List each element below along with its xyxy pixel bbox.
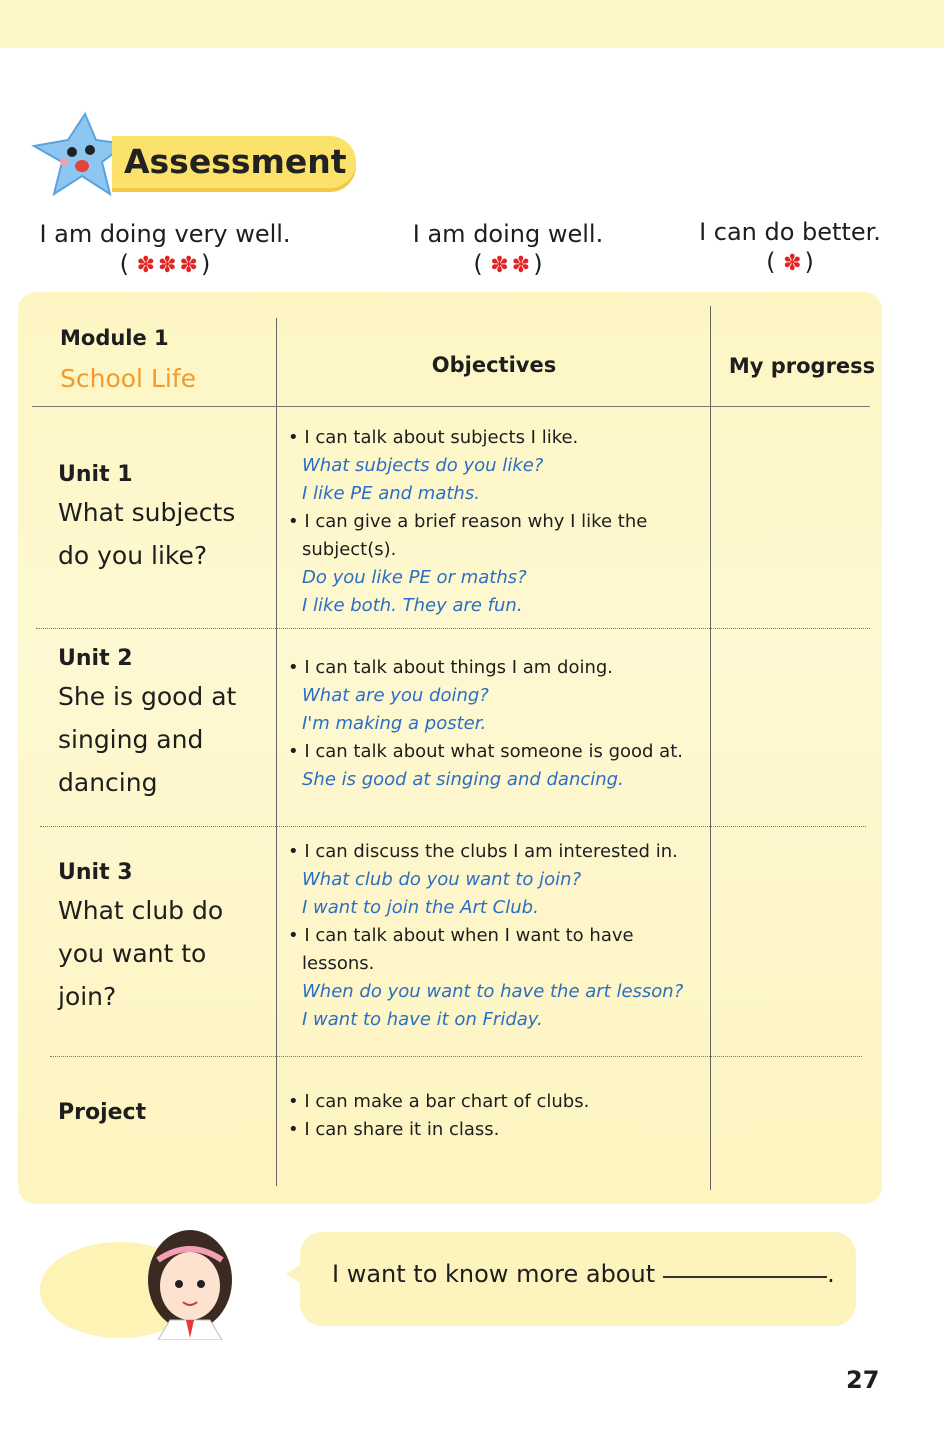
example-sentence: I like PE and maths. bbox=[302, 483, 480, 504]
speech-bubble-tail bbox=[286, 1262, 304, 1286]
project-label: Project bbox=[58, 1100, 147, 1125]
unit-number: Unit 2 bbox=[58, 646, 133, 671]
objective-item-cont: subject(s). bbox=[302, 539, 397, 560]
rating-well bbox=[400, 220, 616, 278]
unit-number: Unit 1 bbox=[58, 462, 133, 487]
objective-item: • I can talk about what someone is good at. bbox=[288, 738, 708, 766]
girl-avatar bbox=[40, 1220, 240, 1340]
rating-label: I am doing well. bbox=[412, 220, 604, 248]
unit-cell bbox=[58, 860, 223, 1018]
row-divider bbox=[32, 406, 870, 407]
progress-header: My progress bbox=[728, 354, 876, 378]
rating-label: I am doing very well. bbox=[39, 220, 291, 248]
unit-title-line: What subjects bbox=[58, 498, 236, 527]
unit-title bbox=[58, 675, 236, 804]
rating-stars: ( ✽✽✽) bbox=[119, 250, 211, 278]
rating-stars: ( ✽✽) bbox=[473, 250, 543, 278]
objective-item: • I can talk about things I am doing. bbox=[288, 654, 708, 682]
unit-cell bbox=[58, 462, 235, 577]
unit-title-line: join? bbox=[58, 982, 117, 1011]
flower-icon: ✽✽✽ bbox=[136, 253, 201, 278]
unit-title-line: singing and bbox=[58, 725, 204, 754]
objective-item-cont: lessons. bbox=[302, 953, 375, 974]
row-divider bbox=[36, 628, 870, 629]
example-sentence: I want to have it on Friday. bbox=[302, 1009, 543, 1030]
objective-item: • I can discuss the clubs I am interested in. bbox=[288, 838, 708, 866]
unit-title bbox=[58, 491, 235, 577]
rating-stars: ( ✽) bbox=[766, 248, 814, 276]
top-band bbox=[0, 0, 944, 48]
row-divider bbox=[40, 826, 866, 827]
module-label: Module 1 bbox=[60, 326, 169, 350]
rating-label: I can do better. bbox=[699, 218, 881, 246]
example-sentence: I'm making a poster. bbox=[302, 713, 487, 734]
unit-title-line: She is good at bbox=[58, 682, 237, 711]
unit-title-line: do you like? bbox=[58, 541, 208, 570]
page-number: 27 bbox=[846, 1366, 880, 1394]
flower-icon: ✽✽ bbox=[490, 253, 534, 278]
example-sentence: She is good at singing and dancing. bbox=[302, 769, 624, 790]
prompt-end: . bbox=[827, 1260, 835, 1288]
objective-item: • I can talk about subjects I like. bbox=[288, 424, 708, 452]
unit-cell bbox=[58, 646, 236, 804]
answer-blank[interactable] bbox=[663, 1276, 827, 1278]
flower-icon: ✽ bbox=[783, 251, 805, 276]
rating-better bbox=[690, 218, 890, 276]
unit-title-line: dancing bbox=[58, 768, 158, 797]
objectives-header: Objectives bbox=[431, 353, 557, 377]
unit-title bbox=[58, 889, 223, 1018]
example-sentence: When do you want to have the art lesson? bbox=[302, 981, 684, 1002]
column-divider bbox=[710, 306, 711, 1190]
example-sentence: What club do you want to join? bbox=[302, 869, 582, 890]
objectives-cell bbox=[288, 838, 708, 1034]
objective-item: • I can give a brief reason why I like the bbox=[288, 508, 708, 536]
unit-title-line: you want to bbox=[58, 939, 207, 968]
prompt-text: I want to know more about bbox=[332, 1260, 656, 1288]
objectives-cell bbox=[288, 654, 708, 794]
example-sentence: What are you doing? bbox=[302, 685, 489, 706]
page-title: Assessment bbox=[124, 142, 347, 181]
objectives-cell bbox=[288, 424, 708, 620]
row-divider bbox=[50, 1056, 862, 1057]
objectives-cell bbox=[288, 1088, 708, 1144]
example-sentence: What subjects do you like? bbox=[302, 455, 544, 476]
module-name: School Life bbox=[60, 364, 196, 393]
objective-item: • I can talk about when I want to have bbox=[288, 922, 708, 950]
example-sentence: I want to join the Art Club. bbox=[302, 897, 539, 918]
bubble-prompt bbox=[332, 1260, 835, 1288]
rating-very-well bbox=[30, 220, 300, 278]
unit-number: Unit 3 bbox=[58, 860, 133, 885]
objective-item: • I can make a bar chart of clubs. bbox=[288, 1088, 708, 1116]
unit-title-line: What club do bbox=[58, 896, 224, 925]
example-sentence: I like both. They are fun. bbox=[302, 595, 523, 616]
example-sentence: Do you like PE or maths? bbox=[302, 567, 527, 588]
objective-item: • I can share it in class. bbox=[288, 1116, 708, 1144]
